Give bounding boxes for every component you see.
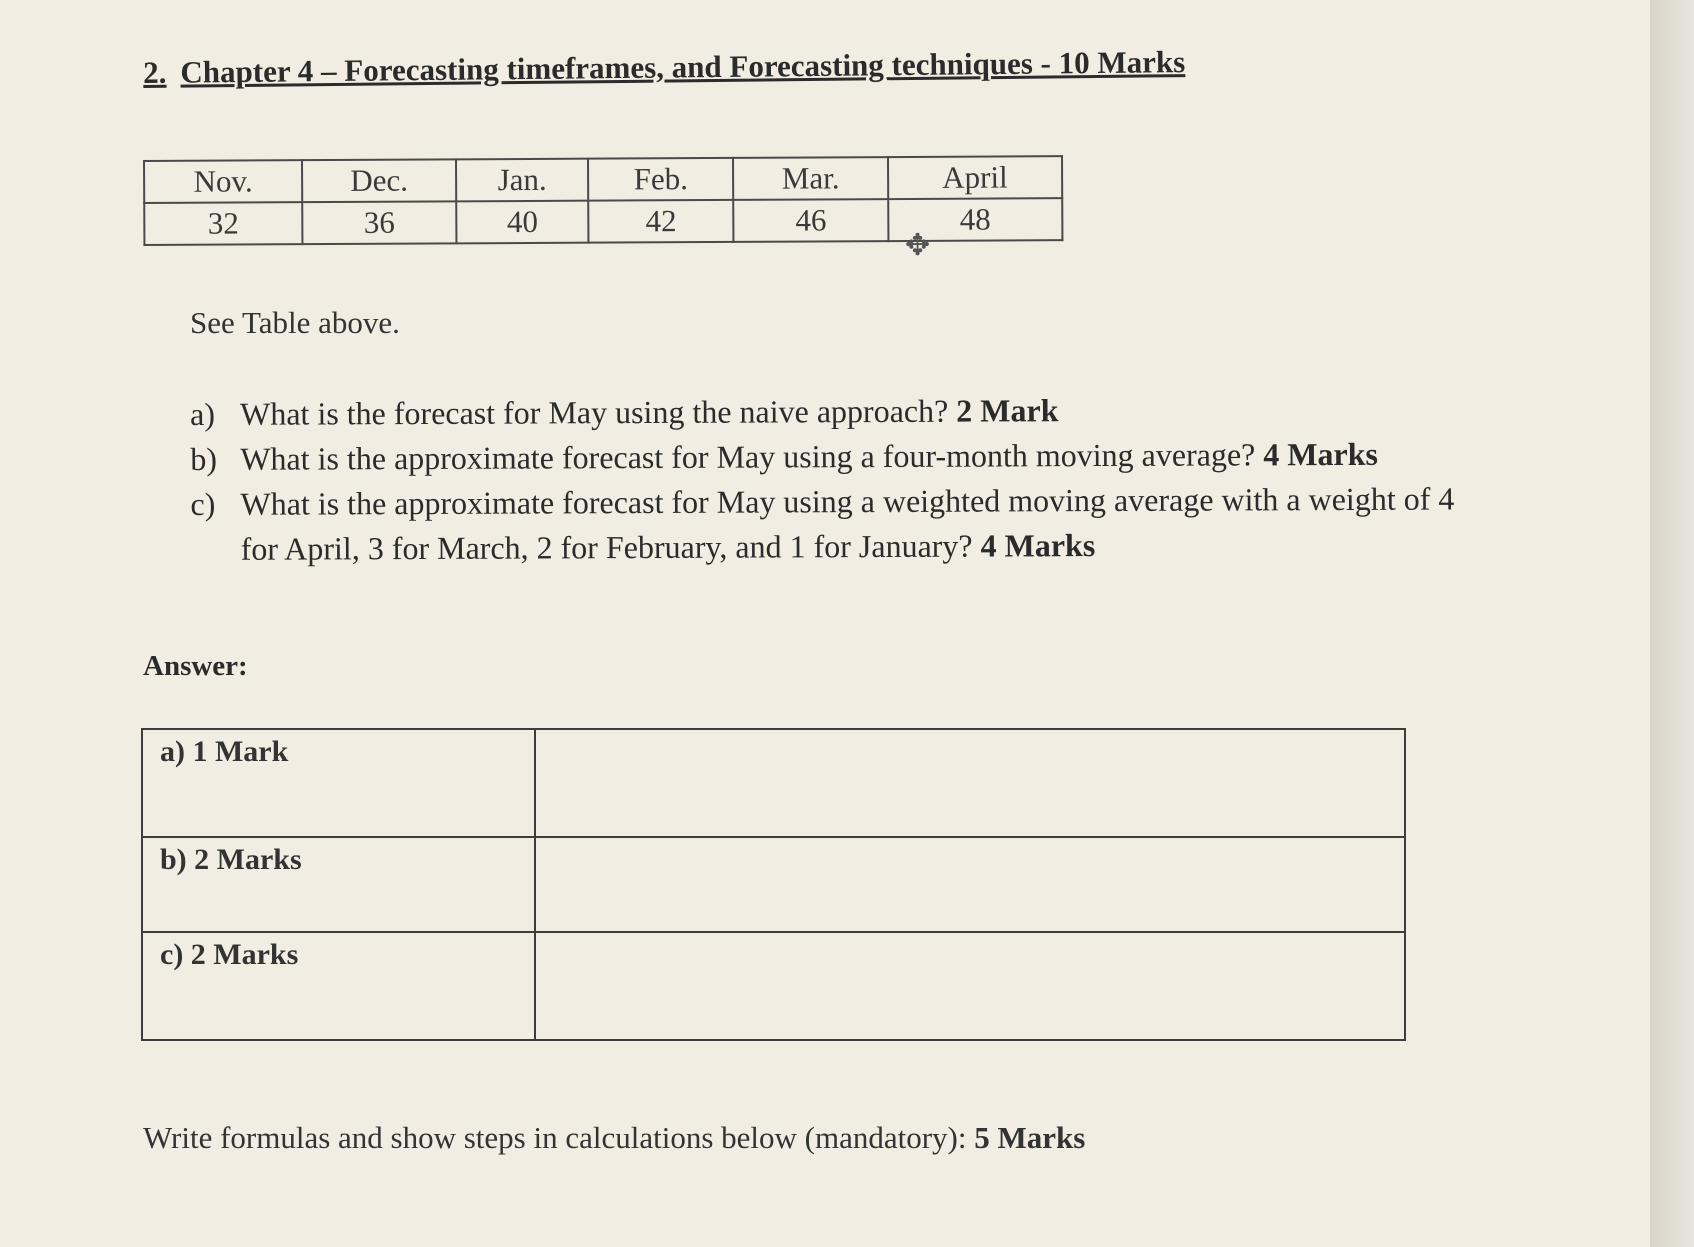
answer-row [142, 932, 1405, 1040]
answer-row-label: a) 1 Mark [142, 729, 535, 837]
month-cell: Mar. [733, 157, 887, 200]
question-item [190, 431, 1460, 482]
question-marks: 4 Marks [980, 527, 1096, 564]
question-marks: 2 Mark [956, 392, 1059, 429]
value-cell: 36 [302, 201, 456, 244]
value-cell: 48 [888, 198, 1063, 241]
instruction-text: Write formulas and show steps in calculations below (mandatory): [143, 1120, 975, 1155]
question-heading: Chapter 4 – Forecasting timeframes, and Forecasting techniques - 10 Marks [180, 44, 1186, 90]
months-row [144, 156, 1062, 203]
month-cell: April [888, 156, 1063, 199]
value-cell: 32 [144, 202, 302, 245]
page-edge [1650, 0, 1694, 1247]
see-table-note: See Table above. [190, 305, 400, 340]
question-number: 2. [143, 54, 167, 90]
question-text: What is the approximate forecast for May using a weighted moving average with a weight of 4 for April, 3 for March, 2 for February, and 1 for January? [240, 480, 1455, 567]
question-text: What is the forecast for May using the naive approach? [240, 392, 957, 432]
question-label: b) [190, 440, 218, 477]
answer-field[interactable] [535, 837, 1405, 932]
move-cursor-icon: ✥ [905, 229, 931, 262]
value-cell: 42 [588, 200, 734, 243]
answer-label: Answer: [143, 650, 248, 682]
month-cell: Jan. [456, 159, 588, 202]
question-item [190, 386, 1460, 437]
question-label: c) [190, 485, 216, 522]
answer-field[interactable] [535, 729, 1405, 837]
value-cell: 40 [456, 201, 588, 244]
calculation-instructions [143, 1120, 1085, 1156]
answer-table [141, 728, 1406, 1041]
question-text: What is the approximate forecast for May using a four-month moving average? [240, 436, 1264, 477]
answer-row-label: b) 2 Marks [142, 837, 535, 932]
question-marks: 4 Marks [1263, 435, 1379, 473]
question-label: a) [190, 395, 216, 432]
answer-row [142, 729, 1405, 837]
question-item [190, 476, 1460, 572]
instruction-marks: 5 Marks [974, 1120, 1086, 1155]
month-cell: Dec. [302, 159, 456, 202]
answer-field[interactable] [535, 932, 1405, 1040]
answer-row [142, 837, 1405, 932]
question-list [190, 386, 1461, 572]
answer-row-label: c) 2 Marks [142, 932, 535, 1040]
month-cell: Nov. [144, 160, 302, 203]
month-cell: Feb. [588, 158, 734, 201]
value-cell: 46 [734, 199, 888, 242]
